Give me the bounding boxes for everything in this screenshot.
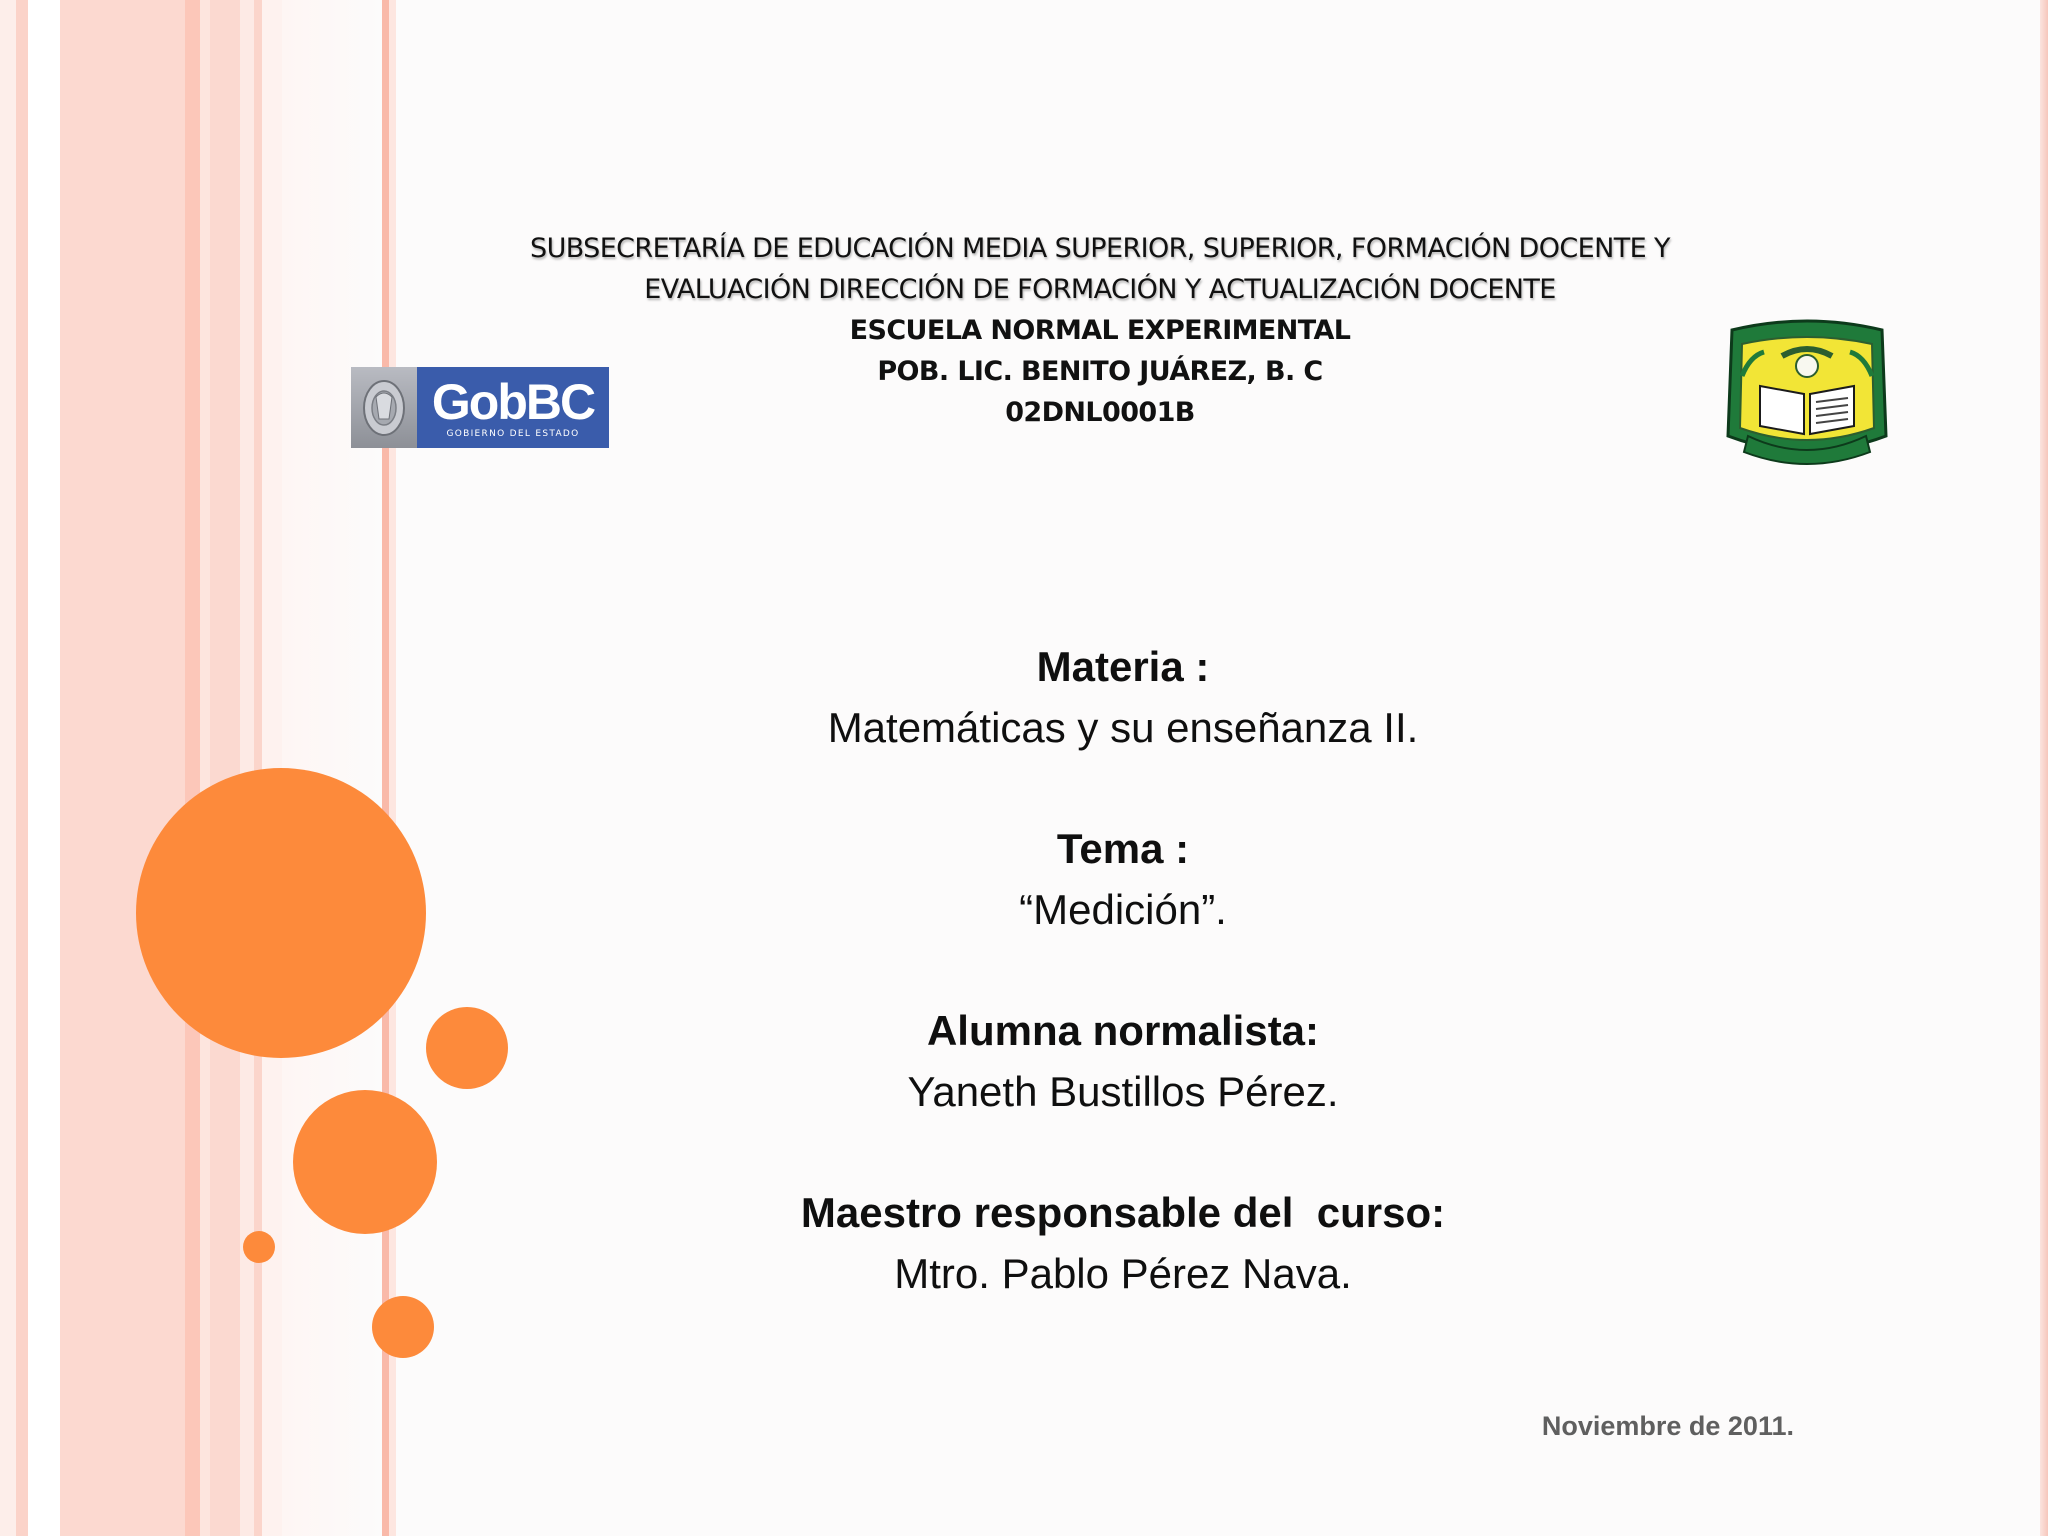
decor-stripe — [16, 0, 28, 1536]
decor-right-edge — [2040, 0, 2048, 1536]
decor-circle — [243, 1231, 275, 1263]
decor-circle — [136, 768, 426, 1058]
student-label: Alumna normalista: — [926, 1007, 1320, 1054]
school-crest-icon — [1720, 316, 1894, 476]
topic-value: “Medición”. — [1019, 886, 1227, 933]
gobbc-logo-sub: GOBIERNO DEL ESTADO — [446, 428, 580, 439]
school-code: 02DNL0001B — [1005, 397, 1195, 428]
cover-details — [623, 636, 1623, 1304]
decor-circle — [372, 1296, 434, 1358]
institution-header — [430, 228, 1770, 433]
decor-stripe — [254, 0, 262, 1536]
subject-label: Materia : — [1036, 643, 1210, 690]
header-line-2: EVALUACIÓN DIRECCIÓN DE FORMACIÓN Y ACTUALIZACIÓN DOCENTE — [644, 274, 1556, 305]
teacher-value: Mtro. Pablo Pérez Nava. — [894, 1250, 1352, 1297]
decor-circle — [293, 1090, 437, 1234]
decor-stripe — [240, 0, 254, 1536]
subject-value: Matemáticas y su enseñanza II. — [827, 704, 1419, 751]
state-seal-icon — [351, 367, 417, 448]
decor-stripe — [60, 0, 185, 1536]
gobbc-logo-main: GobBC — [431, 373, 595, 430]
decor-stripe — [185, 0, 200, 1536]
decor-stripe — [200, 0, 210, 1536]
student-value: Yaneth Bustillos Pérez. — [907, 1068, 1339, 1115]
teacher-label: Maestro responsable del curso: — [800, 1189, 1446, 1236]
decor-stripe — [0, 0, 16, 1536]
header-line-1: SUBSECRETARÍA DE EDUCACIÓN MEDIA SUPERIOR, SUPERIOR, FORMACIÓN DOCENTE Y — [530, 233, 1670, 264]
decor-circle — [426, 1007, 508, 1089]
school-location: POB. LIC. BENITO JUÁREZ, B. C — [877, 356, 1323, 387]
topic-label: Tema : — [1056, 825, 1190, 872]
school-name: ESCUELA NORMAL EXPERIMENTAL — [849, 315, 1351, 346]
decor-stripe — [28, 0, 60, 1536]
presentation-date: Noviembre de 2011. — [1541, 1411, 1794, 1441]
decor-stripe — [210, 0, 240, 1536]
